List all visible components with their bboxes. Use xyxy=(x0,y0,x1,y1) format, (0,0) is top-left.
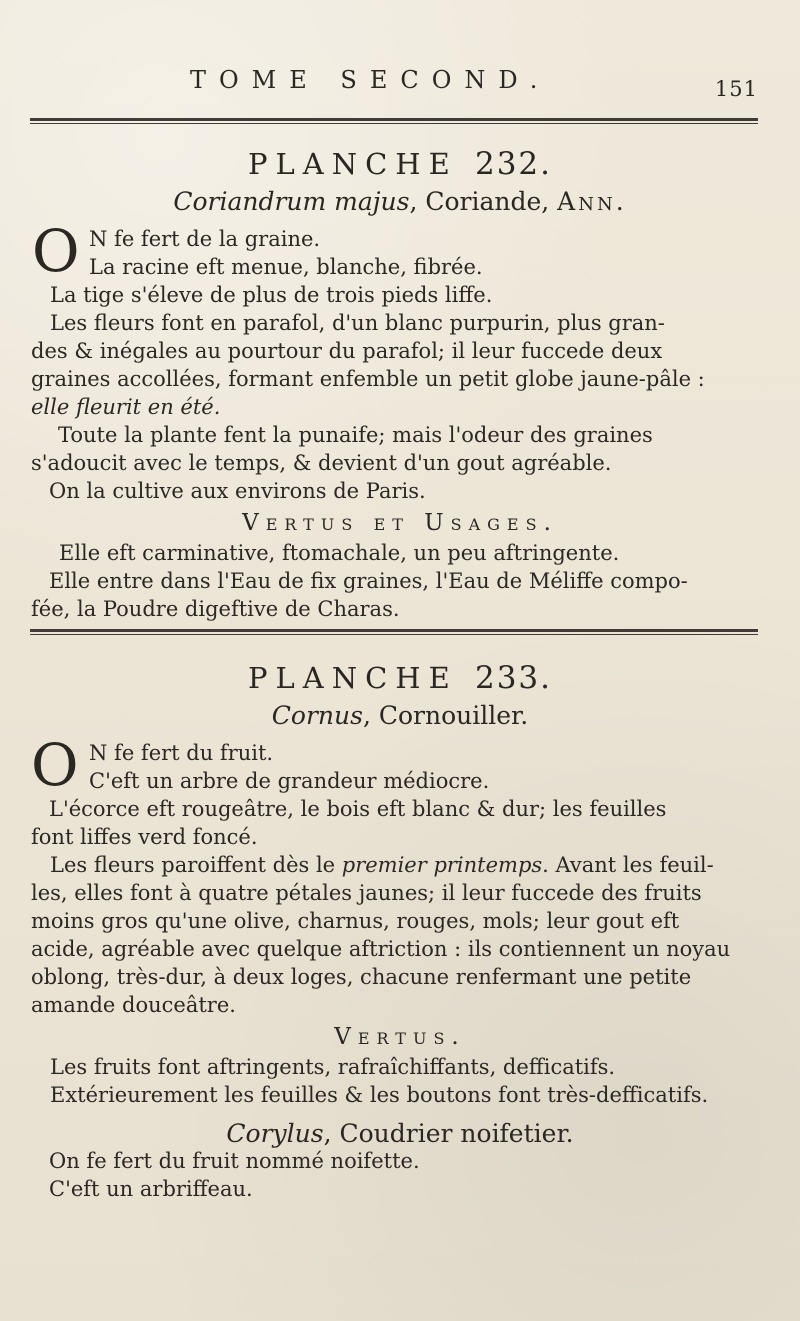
plate-232-name-rest: , Coriande, xyxy=(409,187,558,216)
plate-233-line-6: les, elles font à quatre pétales jaunes; il leur fuccede des fruits xyxy=(31,881,702,905)
plate-233-line-5 xyxy=(50,854,714,877)
plate-233-subentry-line-1: On fe fert du fruit nommé noifette. xyxy=(49,1149,420,1173)
page-header xyxy=(0,66,800,106)
plate-232-line-1: N fe fert de la graine. xyxy=(89,227,321,251)
plate-233-latin-name: Cornus xyxy=(271,701,363,730)
plate-232-line-2: La racine eft menue, blanche, fibrée. xyxy=(89,255,483,279)
plate-233-subentry-latin: Corylus xyxy=(226,1119,324,1148)
plate-233-line-9: oblong, très-dur, à deux loges, chacune renfermant une petite xyxy=(31,965,692,989)
page-number: 151 xyxy=(714,77,758,101)
plate-232-number: 232. xyxy=(474,146,552,182)
plate-233-name-line xyxy=(0,701,800,730)
plate-233-subentry-name-rest: , Coudrier noifetier. xyxy=(323,1119,574,1148)
plate-233-number: 233. xyxy=(474,660,552,696)
plate-232-drop-cap: O xyxy=(32,217,80,285)
plate-232-title xyxy=(0,146,800,182)
plate-232-vertus-line-2: Elle entre dans l'Eau de fix graines, l'Eau de Méliffe compo- xyxy=(49,569,688,593)
plate-233-line-8: acide, agréable avec quelque aftriction : ils contiennent un noyau xyxy=(31,937,731,961)
plate-232-latin-name: Coriandrum majus xyxy=(173,187,410,216)
plate-232-title-word: PLANCHE xyxy=(248,147,458,181)
plate-232-vertus-heading: Vertus et Usages. xyxy=(242,510,558,536)
top-ornamental-rule xyxy=(30,118,758,127)
plate-232-line-4: Les fleurs font en parafol, d'un blanc purpurin, plus gran- xyxy=(50,311,665,335)
plate-233-title xyxy=(0,660,800,696)
plate-233-line-5-italic: premier printemps xyxy=(341,853,543,877)
plate-232-heading xyxy=(0,146,800,216)
running-title: TOME SECOND. xyxy=(190,66,551,94)
plate-232-vertus-line-1: Elle eft carminative, ftomachale, un peu aftringente. xyxy=(59,541,620,565)
plate-233-line-3: L'écorce eft rougeâtre, le bois eft blanc & dur; les feuilles xyxy=(49,797,667,821)
plate-232-line-8: Toute la plante fent la punaife; mais l'odeur des graines xyxy=(58,423,653,447)
plate-233-subentry-title xyxy=(0,1119,800,1148)
plate-232-vertus-line-3: fée, la Poudre digeftive de Charas. xyxy=(31,597,400,621)
plate-233-vertus-line-1: Les fruits font aftringents, rafraîchiffants, defficatifs. xyxy=(50,1055,616,1079)
plate-232-line-7: elle fleurit en été. xyxy=(31,395,221,419)
plate-232-name-line xyxy=(0,187,800,216)
plate-233-subentry-line-2: C'eft un arbriffeau. xyxy=(49,1177,253,1201)
plate-233-line-4: font liffes verd foncé. xyxy=(31,825,258,849)
plate-232-author: Ann. xyxy=(557,187,627,216)
plate-233-heading xyxy=(0,660,800,730)
plate-233-name-rest: , Cornouiller. xyxy=(362,701,529,730)
plate-233-line-10: amande douceâtre. xyxy=(31,993,236,1017)
plate-233-vertus-line-2: Extérieurement les feuilles & les boutons font très-defficatifs. xyxy=(50,1083,709,1107)
plate-232-line-3: La tige s'éleve de plus de trois pieds liffe. xyxy=(50,283,493,307)
plate-232-line-9: s'adoucit avec le temps, & devient d'un gout agréable. xyxy=(31,451,612,475)
plate-233-line-2: C'eft un arbre de grandeur médiocre. xyxy=(89,769,490,793)
plate-232-line-6: graines accollées, formant enfemble un petit globe jaune-pâle : xyxy=(31,367,705,391)
plate-233-line-1: N fe fert du fruit. xyxy=(89,741,274,765)
plate-233-line-5-start: Les fleurs paroiffent dès le xyxy=(50,853,342,877)
plate-233-line-7: moins gros qu'une olive, charnus, rouges, mols; leur gout eft xyxy=(31,909,680,933)
plate-232-line-10: On la cultive aux environs de Paris. xyxy=(49,479,426,503)
plate-233-vertus-heading: Vertus. xyxy=(334,1024,466,1050)
plate-233-line-5-end: . Avant les feuil- xyxy=(542,853,714,877)
plate-233-drop-cap: O xyxy=(31,731,79,799)
middle-ornamental-rule xyxy=(30,629,758,638)
plate-232-line-5: des & inégales au pourtour du parafol; il leur fuccede deux xyxy=(31,339,663,363)
plate-233-title-word: PLANCHE xyxy=(248,661,458,695)
